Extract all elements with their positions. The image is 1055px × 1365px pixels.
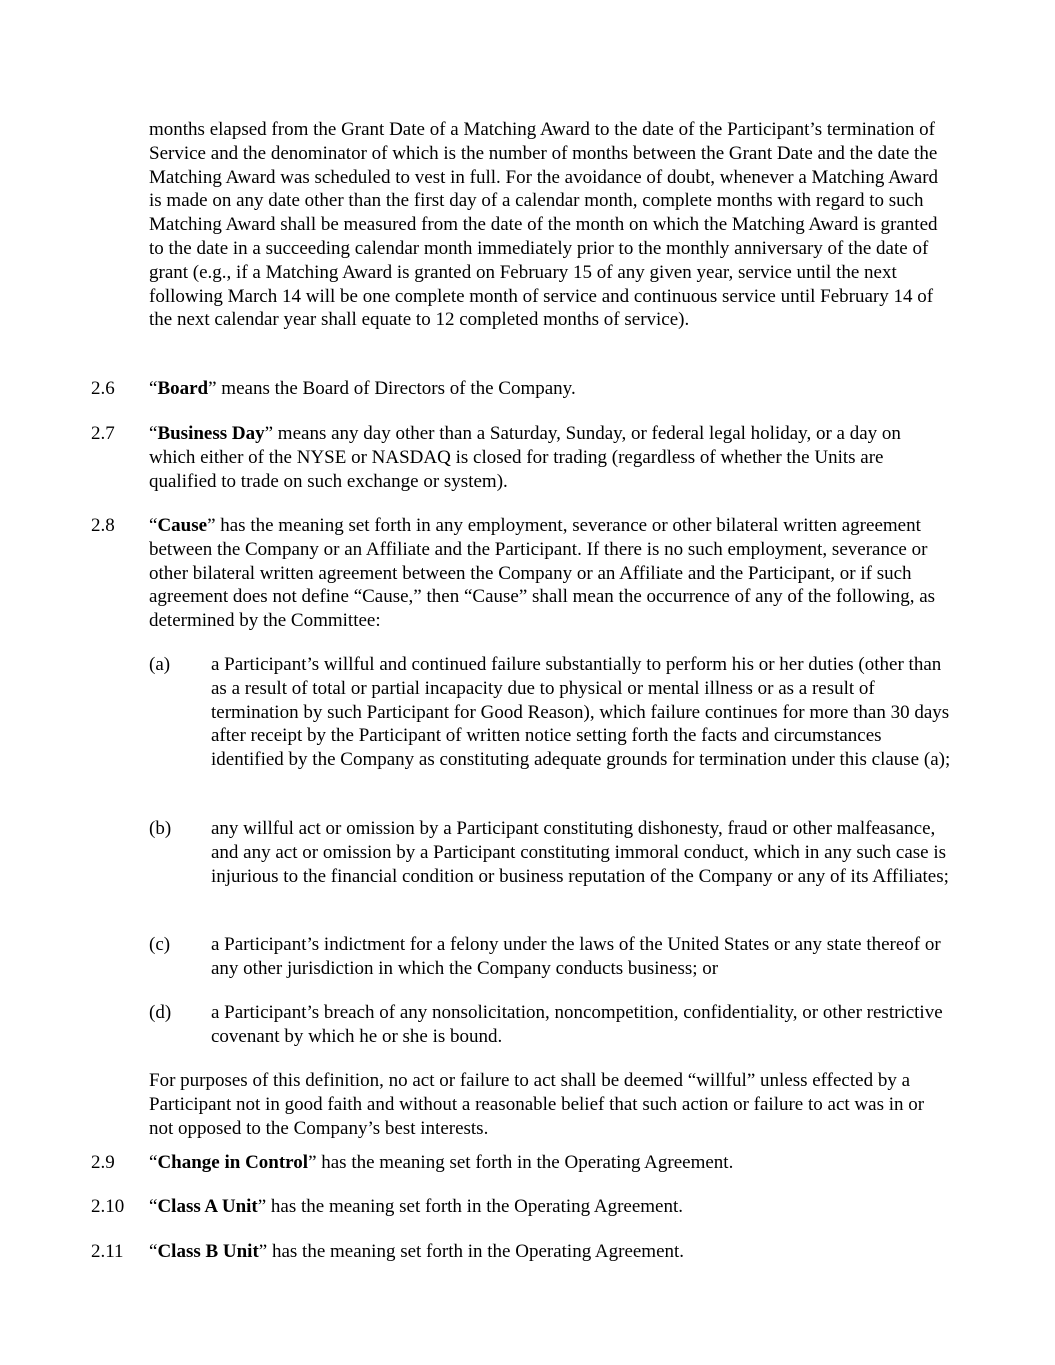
section-number: 2.9 — [91, 1152, 115, 1173]
clause-label: (b) — [149, 818, 172, 839]
clause-text: a Participant’s willful and continued failure substantially to perform his or her duties (other than as a result of total or partial incapacity due to physical or mental illness or as a result of termination by such Participant for Good Reason), which failure continues for more than 30 days after receipt by the Participant of written notice setting forth the facts and circumstances identified by the Company as constituting adequate grounds for termination under this clause (a); — [211, 654, 951, 771]
defined-term: Cause — [157, 515, 208, 536]
section-number: 2.7 — [91, 423, 115, 444]
definition-text: ” means the Board of Directors of the Company. — [208, 378, 576, 399]
open-quote: “ — [149, 378, 158, 399]
open-quote: “ — [149, 1152, 158, 1173]
defined-term: Business Day — [157, 423, 265, 444]
clause-text: a Participant’s indictment for a felony under the laws of the United States or any state thereof or any other jurisdiction in which the Company conducts business; or — [211, 934, 941, 979]
clause-text: any willful act or omission by a Participant constituting dishonesty, fraud or other malfeasance, and any act or omission by a Participant constituting immoral conduct, which in any such case is injurious to the financial condition or business reputation of the Company or any of its Affiliates; — [211, 818, 949, 887]
section-number: 2.8 — [91, 515, 115, 536]
clause-text: a Participant’s breach of any nonsolicitation, noncompetition, confidentiality, or other restrictive covenant by which he or she is bound. — [211, 1002, 943, 1047]
defined-term: Class B Unit — [157, 1241, 259, 1262]
definition-cause — [149, 514, 949, 633]
definition-board — [149, 377, 949, 401]
definition-text: ” means any day other than a Saturday, Sunday, or federal legal holiday, or a day on which either of the NYSE or NASDAQ is closed for trading (regardless of whether the Units are qualified to trade on such exchange or system). — [149, 423, 901, 492]
intro-paragraph: months elapsed from the Grant Date of a Matching Award to the date of the Participant’s termination of Service and the denominator of which is the number of months between the Grant Date and the date the Matching Award was scheduled to vest in full. For the avoidance of doubt, whenever a Matching Award is made on any date other than the first day of a calendar month, complete months with regard to such Matching Award shall be measured from the date of the month on which the Matching Award is granted to the date in a succeeding calendar month immediately prior to the monthly anniversary of the date of grant (e.g., if a Matching Award is granted on February 15 of any given year, service until the next following March 14 will be one complete month of service and continuous service until February 14 of the next calendar year shall equate to 12 completed months of service). — [149, 119, 939, 331]
section-number: 2.6 — [91, 378, 115, 399]
clause-label: (a) — [149, 654, 171, 675]
clause-label: (d) — [149, 1002, 172, 1023]
open-quote: “ — [149, 1196, 158, 1217]
definition-business-day — [149, 422, 949, 493]
definition-change-in-control — [149, 1151, 949, 1175]
definition-text: ” has the meaning set forth in the Operating Agreement. — [258, 1241, 685, 1262]
definition-class-a-unit — [149, 1195, 949, 1219]
clause-label: (c) — [149, 934, 171, 955]
definition-class-b-unit — [149, 1240, 949, 1264]
defined-term: Board — [157, 378, 209, 399]
definition-text: ” has the meaning set forth in the Operating Agreement. — [308, 1152, 734, 1173]
section-number: 2.10 — [91, 1196, 125, 1217]
open-quote: “ — [149, 423, 158, 444]
section-number: 2.11 — [91, 1241, 124, 1262]
open-quote: “ — [149, 515, 158, 536]
defined-term: Class A Unit — [157, 1196, 258, 1217]
cause-closing-paragraph: For purposes of this definition, no act or failure to act shall be deemed “willful” unless effected by a Participant not in good faith and without a reasonable belief that such action or failure to act was in or not opposed to the Company’s best interests. — [149, 1070, 925, 1139]
open-quote: “ — [149, 1241, 158, 1262]
definition-text: ” has the meaning set forth in the Operating Agreement. — [257, 1196, 684, 1217]
defined-term: Change in Control — [157, 1152, 309, 1173]
definition-text: ” has the meaning set forth in any employment, severance or other bilateral written agreement between the Company or an Affiliate and the Participant. If there is no such employment, severance or other bilateral written agreement between the Company or an Affiliate and the Participant, or if such agreement does not define “Cause,” then “Cause” shall mean the occurrence of any of the following, as determined by the Committee: — [149, 515, 936, 632]
